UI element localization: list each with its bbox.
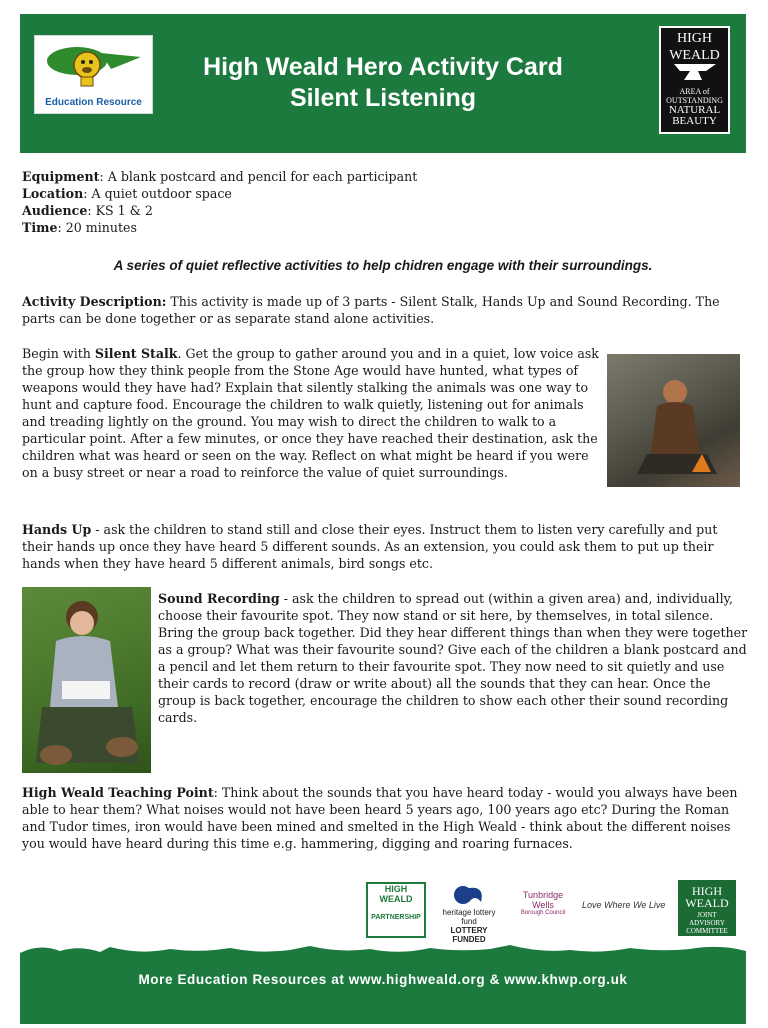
hlf-text-1: heritage lottery fund (442, 908, 496, 926)
heritage-lottery-fund-logo (434, 884, 504, 944)
equipment-value: : A blank postcard and pencil for each participant (99, 169, 418, 184)
logo-text-3: AREA of (679, 87, 710, 96)
photo-person-icon (607, 354, 740, 487)
anvil-icon (672, 62, 718, 82)
location-label: Location (22, 186, 84, 201)
audience-line (22, 202, 452, 219)
logo-text-6: BEAUTY (672, 115, 717, 127)
location-line (22, 185, 452, 202)
time-value: : 20 minutes (57, 220, 137, 235)
activity-description (22, 293, 748, 327)
title-line-1: High Weald Hero Activity Card (203, 53, 563, 81)
location-value: : A quiet outdoor space (83, 186, 232, 201)
hands-up-text: - ask the children to stand still and close their eyes. Instruct them to listen very carefully and put their hands up once they have heard 5 different sounds. As an extension, you could ask them to put up their hands when they have heard 5 different animals, bird songs etc. (22, 522, 718, 571)
logo-text-1: HIGH (677, 31, 712, 46)
logo-text-2: WEALD (669, 48, 720, 63)
hero-mascot-icon (41, 39, 145, 91)
silent-stalk-text: . Get the group to gather around you and in a quiet, low voice ask the group how they think people from the Stone Age would have hunted, what types of weapons would they have had? Explain that silently stalking the animals was one way to hunt and capture food. Encourage the children to walk quietly, listening out for animals and treading lightly on the ground. You may wish to direct the children to walk to a particular point. After a few minutes, or once they have reached their destination, ask the children what was heard or seen on the way. Reflect on what might be heard if you were on a busy street or near a road to reinforce the value of quiet surroundings. (22, 346, 599, 480)
hwp-text-1: HIGH (384, 884, 408, 894)
badge-label: Education Resource (45, 97, 142, 108)
time-line (22, 219, 452, 236)
tunbridge-wells-logo (512, 882, 574, 934)
header-banner (20, 14, 746, 153)
stone-age-photo (607, 354, 740, 487)
education-resource-badge (34, 35, 153, 114)
teaching-point-label: High Weald Teaching Point (22, 785, 214, 800)
hlf-text-2: LOTTERY FUNDED (450, 926, 488, 944)
tw-text-2: Wells (532, 900, 554, 910)
logo-text-5: NATURAL (668, 104, 721, 116)
lottery-hand-icon (451, 884, 487, 906)
silent-stalk-label: Silent Stalk (94, 346, 178, 361)
audience-label: Audience (22, 203, 88, 218)
tw-text-1: Tunbridge (522, 890, 564, 900)
high-weald-aonb-logo (659, 26, 730, 134)
love-where-we-live-logo: Love Where We Live (582, 900, 666, 910)
title-line-2: Silent Listening (289, 84, 477, 112)
audience-value: : KS 1 & 2 (87, 203, 153, 218)
silent-stalk-prefix: Begin with (22, 346, 95, 361)
activity-details (22, 168, 452, 236)
activity-text: This activity is made up of 3 parts - Silent Stalk, Hands Up and Sound Recording. The parts can be done together or as separate stand alone activities. (22, 294, 720, 326)
hwp-text-2: WEALD (379, 894, 413, 904)
child-writing-photo (22, 587, 151, 773)
tw-text-3: Borough Council (520, 910, 566, 916)
partner-logos (360, 880, 746, 944)
photo-child-icon (22, 587, 151, 773)
footer-banner (20, 943, 746, 1024)
page-title (170, 52, 596, 114)
footer-text: More Education Resources at www.highweald.org & www.khwp.org.uk (138, 972, 628, 987)
hands-up-label: Hands Up (22, 522, 92, 537)
sound-recording-label: Sound Recording (158, 591, 280, 606)
jac-text-2: WEALD (685, 896, 729, 910)
time-label: Time (22, 220, 58, 235)
equipment-label: Equipment (22, 169, 100, 184)
silent-stalk-section (22, 345, 600, 481)
logo-text-4: OUTSTANDING (666, 96, 723, 105)
equipment-line (22, 168, 452, 185)
hands-up-section (22, 521, 748, 572)
high-weald-partnership-logo (366, 882, 426, 938)
jac-text-5: COMMITTEE (686, 927, 728, 935)
activity-label: Activity Description: (22, 294, 167, 309)
teaching-point-text: : Think about the sounds that you have heard today - would you always have been able to hear them? What noises would not have been heard 5 years ago, 100 years ago etc? During the Roman and Tudor times, iron would have been mined and smelted in the High Weald - think about the different noises you would have heard during this time e.g. hammering, digging and roaring furnaces. (22, 785, 738, 851)
sound-recording-text: - ask the children to spread out (within a given area) and, individually, choose their favourite spot. They now stand or sit here, by themselves, in total silence. Bring the group back together. Did they hear different things than when they were together as a group? What was their favourite sound? Give each of the children a blank postcard and a pencil and let them return to their favourite spot. They now need to sit quietly and use their cards to record (draw or write about) all the sounds that they can hear. Once the group is back together, encourage the children to show each other their sound recording cards. (158, 591, 748, 725)
joint-advisory-committee-logo (678, 880, 736, 936)
jac-text-4: ADVISORY (689, 919, 725, 927)
sound-recording-section (158, 590, 748, 726)
teaching-point-section (22, 784, 748, 852)
jac-text-3: JOINT (697, 911, 717, 919)
tagline: A series of quiet reflective activities to help chidren engage with their surroundings. (113, 258, 653, 273)
hwp-text-3: PARTNERSHIP (371, 914, 421, 921)
jac-text-1: HIGH (692, 884, 722, 898)
